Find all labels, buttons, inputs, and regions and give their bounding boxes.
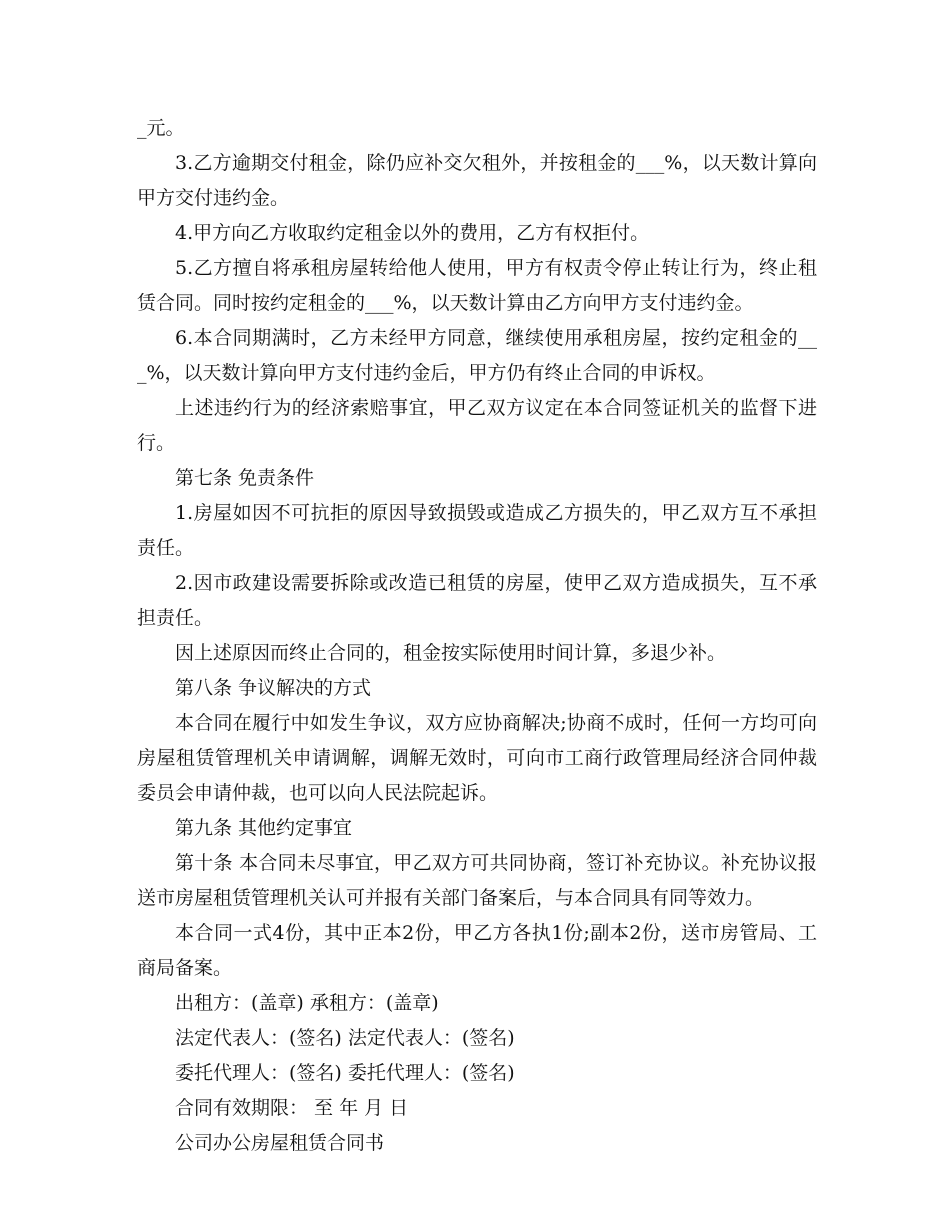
section-heading-article-7: 第七条 免责条件 [175,467,315,489]
paragraph-breach-claims: 上述违约行为的经济索赔事宜，甲乙双方议定在本合同签证机关的监督下进行。 [137,397,817,454]
paragraph-exemption-1: 1.房屋如因不可抗拒的原因导致损毁或造成乙方损失的，甲乙双方互不承担责任。 [137,502,817,559]
paragraph-clause-3: 3.乙方逾期交付租金，除仍应补交欠租外，并按租金的___%，以天数计算向甲方交付违约金。 [137,152,817,209]
signature-line-agent: 委托代理人：(签名) 委托代理人：(签名) [175,1062,515,1084]
paragraph-termination-rent: 因上述原因而终止合同的，租金按实际使用时间计算，多退少补。 [175,642,727,664]
document-body [137,111,817,1161]
paragraph-dispute-resolution: 本合同在履行中如发生争议，双方应协商解决;协商不成时，任何一方均可向房屋租赁管理机关申请调解，调解无效时，可向市工商行政管理局经济合同仲裁委员会申请仲裁，也可以向人民法院起诉。 [137,712,817,804]
validity-period-line: 合同有效期限： 至 年 月 日 [175,1097,409,1119]
signature-line-legal-rep: 法定代表人：(签名) 法定代表人：(签名) [175,1027,515,1049]
paragraph-clause-5: 5.乙方擅自将承租房屋转给他人使用，甲方有权责令停止转让行为，终止租赁合同。同时按约定租金的___%，以天数计算由乙方向甲方支付违约金。 [137,257,817,314]
signature-line-parties: 出租方：(盖章) 承租方：(盖章) [175,992,439,1014]
paragraph-exemption-2: 2.因市政建设需要拆除或改造已租赁的房屋，使甲乙双方造成损失，互不承担责任。 [137,572,817,629]
section-heading-article-8: 第八条 争议解决的方式 [175,677,372,699]
paragraph-article-10: 第十条 本合同未尽事宜，甲乙双方可共同协商，签订补充协议。补充协议报送市房屋租赁管理机关认可并报有关部门备案后，与本合同具有同等效力。 [137,852,817,909]
paragraph-copies: 本合同一式4份，其中正本2份，甲乙方各执1份;副本2份，送市房管局、工商局备案。 [137,922,817,979]
paragraph-clause-4: 4.甲方向乙方收取约定租金以外的费用，乙方有权拒付。 [175,222,650,244]
section-heading-article-9: 第九条 其他约定事宜 [175,817,353,839]
paragraph-clause-6: 6.本合同期满时，乙方未经甲方同意，继续使用承租房屋，按约定租金的___%，以天数计算向甲方支付违约金后，甲方仍有终止合同的申诉权。 [137,327,817,384]
paragraph-continuation: _元。 [137,117,185,139]
next-document-title: 公司办公房屋租赁合同书 [175,1132,385,1154]
